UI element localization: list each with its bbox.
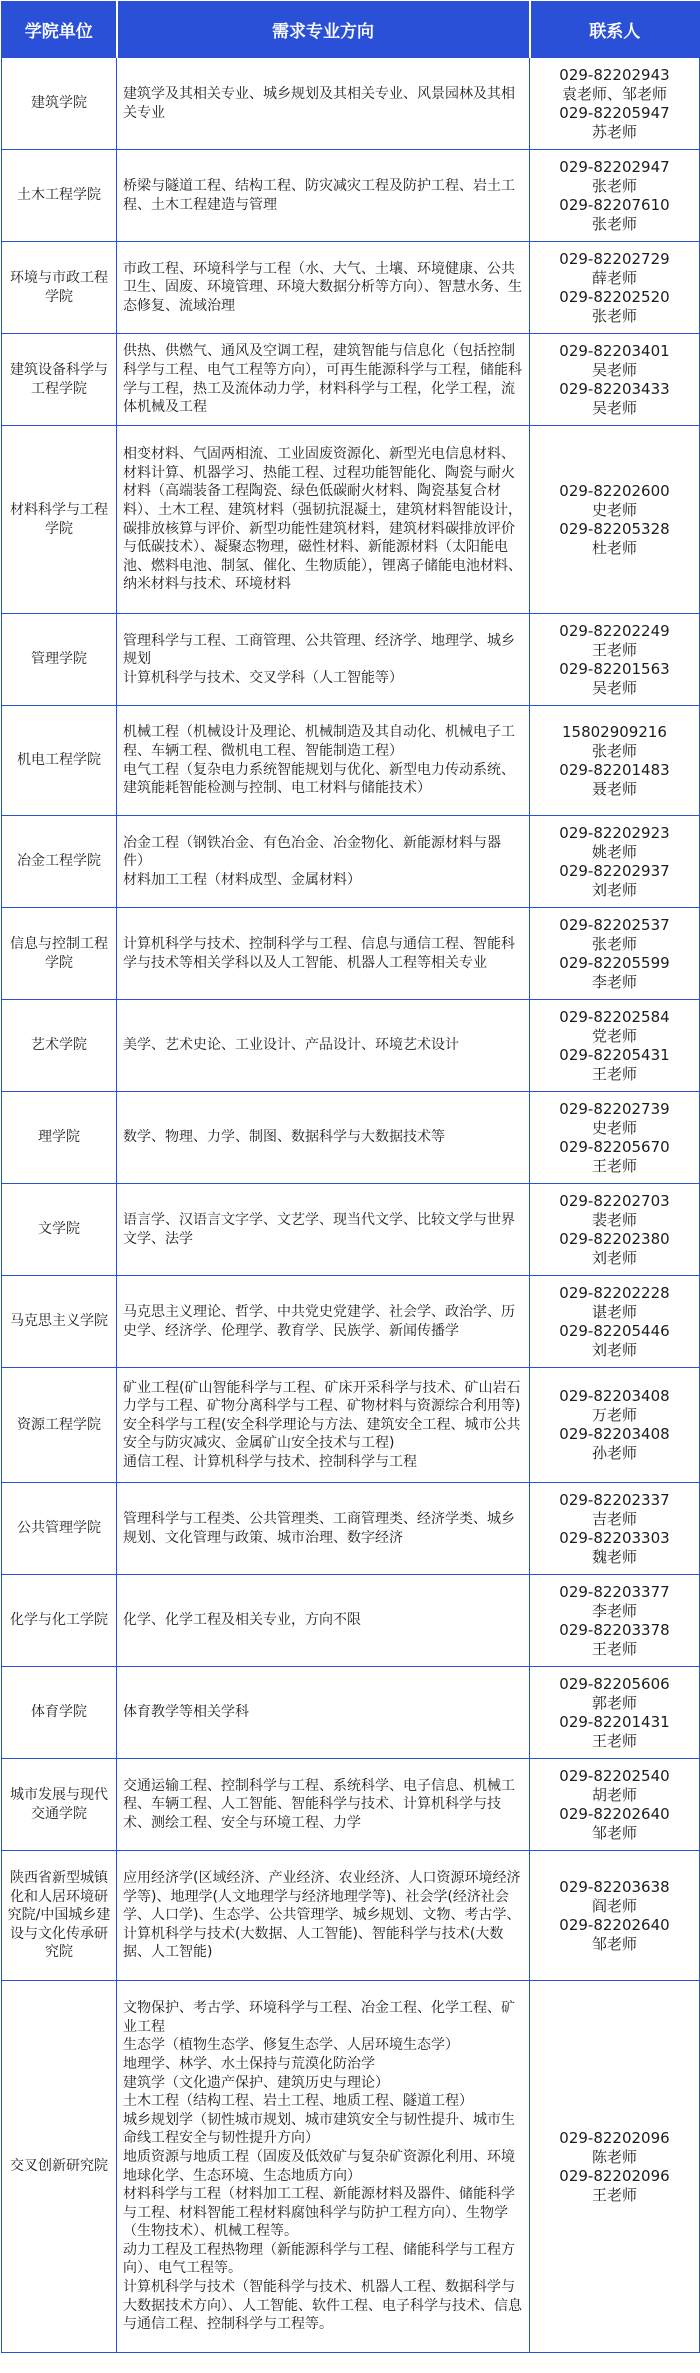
table-row xyxy=(2,58,700,150)
unit-cell: 交叉创新研究院 xyxy=(2,1981,117,2353)
table-row xyxy=(2,1368,700,1483)
table-row xyxy=(2,1759,700,1851)
table-row xyxy=(2,426,700,614)
major-cell: 冶金工程（钢铁冶金、有色冶金、冶金物化、新能源材料与器件） 材料加工工程（材料成型、金属材料） xyxy=(117,816,530,908)
unit-cell: 冶金工程学院 xyxy=(2,816,117,908)
table-row xyxy=(2,1483,700,1575)
major-cell: 机械工程（机械设计及理论、机械制造及其自动化、机械电子工程、车辆工程、微机电工程、智能制造工程） 电气工程（复杂电力系统智能规划与优化、新型电力传动系统、建筑能耗智能检测与控制、电工材料与储能技术） xyxy=(117,706,530,816)
major-cell: 桥梁与隧道工程、结构工程、防灾减灾工程及防护工程、岩土工程、土木工程建造与管理 xyxy=(117,150,530,242)
major-cell: 管理科学与工程类、公共管理类、工商管理类、经济学类、城乡规划、文化管理与政策、城市治理、数字经济 xyxy=(117,1483,530,1575)
unit-cell: 资源工程学院 xyxy=(2,1368,117,1483)
contact-cell: 029-82202943 袁老师、邹老师 029-82205947 苏老师 xyxy=(530,58,700,150)
contact-cell: 15802909216 张老师 029-82201483 聂老师 xyxy=(530,706,700,816)
unit-cell: 环境与市政工程学院 xyxy=(2,242,117,334)
major-cell: 管理科学与工程、工商管理、公共管理、经济学、地理学、城乡规划 计算机科学与技术、交叉学科（人工智能等） xyxy=(117,614,530,706)
table-row xyxy=(2,1092,700,1184)
unit-cell: 信息与控制工程学院 xyxy=(2,908,117,1000)
unit-cell: 管理学院 xyxy=(2,614,117,706)
contact-cell: 029-82202537 张老师 029-82205599 李老师 xyxy=(530,908,700,1000)
unit-cell: 材料科学与工程学院 xyxy=(2,426,117,614)
table-row xyxy=(2,1000,700,1092)
major-cell: 文物保护、考古学、环境科学与工程、冶金工程、化学工程、矿业工程 生态学（植物生态学、修复生态学、人居环境生态学） 地理学、林学、水土保持与荒漠化防治学 建筑学（文化遗产保护、建筑历史与理论） 土木工程（结构工程、岩土工程、地质工程、隧道工程） 城乡规划学（韧性城市规划、城市建筑安全与韧性提升、城市生命线工程安全与韧性提升方向） 地质资源与地质工程（固废及低效矿与复杂矿资源化利用、环境地球化学、生态环境、生态地质方向） 材料科学与工程（材料加工工程、新能源材料及器件、储能科学与工程、材料智能工程材料腐蚀科学与防护工程方向）、生物学（生物技术）、机械工程等。 动力工程及工程热物理（新能源科学与工程、储能科学与工程方向）、电气工程等。 计算机科学与技术（智能科学与技术、机器人工程、数据科学与大数据技术方向）、人工智能、软件工程、电子科学与技术、信息与通信工程、控制科学与工程等。 xyxy=(117,1981,530,2353)
unit-cell: 城市发展与现代交通学院 xyxy=(2,1759,117,1851)
contact-cell: 029-82203401 吴老师 029-82203433 吴老师 xyxy=(530,334,700,426)
contact-cell: 029-82202540 胡老师 029-82202640 邹老师 xyxy=(530,1759,700,1851)
table-header xyxy=(2,2,700,58)
major-cell: 相变材料、气固两相流、工业固废资源化、新型光电信息材料、材料计算、机器学习、热能工程、过程功能智能化、陶瓷与耐火材料（高端装备工程陶瓷、绿色低碳耐火材料、陶瓷基复合材料）、土木工程、建筑材料（强韧抗混凝土，建筑材料智能设计，碳排放核算与评价、新型功能性建筑材料，建筑材料碳排放评价与低碳技术）、凝聚态物理，磁性材料、新能源材料（太阳能电池、燃料电池、制氢、催化、生物质能），锂离子储能电池材料、纳米材料与技术、环境材料 xyxy=(117,426,530,614)
table-row xyxy=(2,816,700,908)
contact-cell: 029-82203377 李老师 029-82203378 王老师 xyxy=(530,1575,700,1667)
major-cell: 矿业工程(矿山智能科学与工程、矿床开采科学与技术、矿山岩石力学与工程、矿物分离科学与工程、矿物材料与资源综合利用等) 安全科学与工程(安全科学理论与方法、建筑安全工程、城市公共安全与防灾减灾、金属矿山安全技术与工程) 通信工程、计算机科学与技术、控制科学与工程 xyxy=(117,1368,530,1483)
contact-cell: 029-82202096 陈老师 029-82202096 王老师 xyxy=(530,1981,700,2353)
contact-cell: 029-82202249 王老师 029-82201563 吴老师 xyxy=(530,614,700,706)
table-row xyxy=(2,614,700,706)
unit-cell: 体育学院 xyxy=(2,1667,117,1759)
unit-cell: 陕西省新型城镇化和人居环境研究院/中国城乡建设与文化传承研究院 xyxy=(2,1851,117,1981)
table-row xyxy=(2,1276,700,1368)
unit-cell: 化学与化工学院 xyxy=(2,1575,117,1667)
contact-cell: 029-82203638 阎老师 029-82202640 邹老师 xyxy=(530,1851,700,1981)
major-cell: 体育教学等相关学科 xyxy=(117,1667,530,1759)
major-cell: 应用经济学(区域经济、产业经济、农业经济、人口资源环境经济学等)、地理学(人文地理学与经济地理学等)、社会学(经济社会学、人口学)、生态学、公共管理学、城乡规划、文物、考古学、计算机科学与技术(大数据、人工智能)、智能科学与技术(大数据、人工智能) xyxy=(117,1851,530,1981)
header-contact: 联系人 xyxy=(530,2,700,58)
table-row xyxy=(2,1981,700,2353)
table-row xyxy=(2,908,700,1000)
unit-cell: 艺术学院 xyxy=(2,1000,117,1092)
contact-cell: 029-82202600 史老师 029-82205328 杜老师 xyxy=(530,426,700,614)
contact-cell: 029-82202729 薛老师 029-82202520 张老师 xyxy=(530,242,700,334)
unit-cell: 机电工程学院 xyxy=(2,706,117,816)
header-unit: 学院单位 xyxy=(2,2,117,58)
contact-cell: 029-82202739 史老师 029-82205670 王老师 xyxy=(530,1092,700,1184)
unit-cell: 建筑设备科学与工程学院 xyxy=(2,334,117,426)
contact-cell: 029-82205606 郭老师 029-82201431 王老师 xyxy=(530,1667,700,1759)
table-row xyxy=(2,334,700,426)
table-row xyxy=(2,1667,700,1759)
table-row xyxy=(2,242,700,334)
major-cell: 美学、艺术史论、工业设计、产品设计、环境艺术设计 xyxy=(117,1000,530,1092)
contact-cell: 029-82203408 万老师 029-82203408 孙老师 xyxy=(530,1368,700,1483)
unit-cell: 马克思主义学院 xyxy=(2,1276,117,1368)
contact-cell: 029-82202337 吉老师 029-82203303 魏老师 xyxy=(530,1483,700,1575)
major-cell: 供热、供燃气、通风及空调工程，建筑智能与信息化（包括控制科学与工程、电气工程等方向），可再生能源科学与工程，储能科学与工程，热工及流体动力学，材料科学与工程，化学工程，流体机械及工程 xyxy=(117,334,530,426)
recruitment-table xyxy=(1,1,700,2353)
major-cell: 市政工程、环境科学与工程（水、大气、土壤、环境健康、公共卫生、固废、环境管理、环境大数据分析等方向）、智慧水务、生态修复、流域治理 xyxy=(117,242,530,334)
major-cell: 化学、化学工程及相关专业，方向不限 xyxy=(117,1575,530,1667)
table-row xyxy=(2,1184,700,1276)
contact-cell: 029-82202703 裴老师 029-82202380 刘老师 xyxy=(530,1184,700,1276)
table-row xyxy=(2,1851,700,1981)
major-cell: 建筑学及其相关专业、城乡规划及其相关专业、风景园林及其相关专业 xyxy=(117,58,530,150)
contact-cell: 029-82202947 张老师 029-82207610 张老师 xyxy=(530,150,700,242)
major-cell: 交通运输工程、控制科学与工程、系统科学、电子信息、机械工程、车辆工程、人工智能、智能科学与技术、计算机科学与技术、测绘工程、安全与环境工程、力学 xyxy=(117,1759,530,1851)
table-body xyxy=(2,58,700,2353)
major-cell: 语言学、汉语言文字学、文艺学、现当代文学、比较文学与世界文学、法学 xyxy=(117,1184,530,1276)
major-cell: 数学、物理、力学、制图、数据科学与大数据技术等 xyxy=(117,1092,530,1184)
header-major: 需求专业方向 xyxy=(117,2,530,58)
unit-cell: 土木工程学院 xyxy=(2,150,117,242)
unit-cell: 理学院 xyxy=(2,1092,117,1184)
major-cell: 计算机科学与技术、控制科学与工程、信息与通信工程、智能科学与技术等相关学科以及人工智能、机器人工程等相关专业 xyxy=(117,908,530,1000)
contact-cell: 029-82202584 党老师 029-82205431 王老师 xyxy=(530,1000,700,1092)
header-row xyxy=(2,2,700,58)
table-row xyxy=(2,706,700,816)
table-row xyxy=(2,150,700,242)
unit-cell: 建筑学院 xyxy=(2,58,117,150)
contact-cell: 029-82202923 姚老师 029-82202937 刘老师 xyxy=(530,816,700,908)
major-cell: 马克思主义理论、哲学、中共党史党建学、社会学、政治学、历史学、经济学、伦理学、教育学、民族学、新闻传播学 xyxy=(117,1276,530,1368)
unit-cell: 文学院 xyxy=(2,1184,117,1276)
unit-cell: 公共管理学院 xyxy=(2,1483,117,1575)
contact-cell: 029-82202228 谌老师 029-82205446 刘老师 xyxy=(530,1276,700,1368)
table-row xyxy=(2,1575,700,1667)
